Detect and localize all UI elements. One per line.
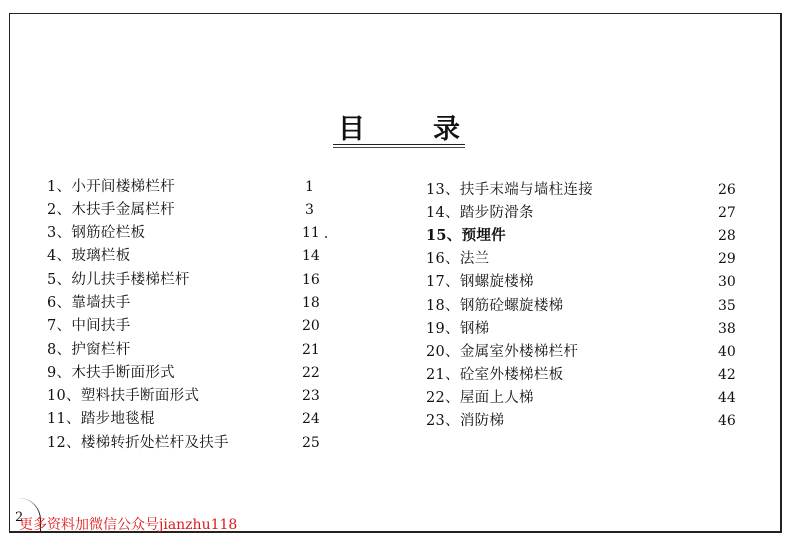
toc-entry-label: 22、屋面上人梯	[426, 390, 534, 406]
toc-entry-label: 2、木扶手金属栏杆	[47, 202, 175, 218]
toc-entry-label: 12、楼梯转折处栏杆及扶手	[47, 435, 229, 451]
toc-entry	[47, 199, 327, 221]
toc-entry-page: 26	[718, 182, 736, 198]
toc-entry-page: 30	[718, 274, 736, 290]
toc-title	[333, 105, 465, 143]
toc-entry	[426, 225, 766, 247]
toc-entry	[426, 271, 766, 293]
toc-entry-label: 19、钢梯	[426, 321, 490, 337]
toc-entry-page: 46	[718, 413, 736, 429]
toc-entry-page: 40	[718, 344, 736, 360]
toc-entry	[47, 176, 327, 198]
toc-entry	[426, 295, 766, 317]
toc-entry-label: 17、钢螺旋楼梯	[426, 274, 534, 290]
title-underline-secondary	[333, 147, 465, 148]
toc-entry-page: 22	[302, 365, 320, 381]
toc-entry-page: 14	[302, 248, 320, 264]
toc-entry-page: 27	[718, 205, 736, 221]
toc-entry	[426, 364, 766, 386]
toc-entry	[47, 222, 327, 244]
toc-entry	[47, 339, 327, 361]
toc-entry	[426, 341, 766, 363]
toc-entry-page: 28	[718, 228, 736, 244]
toc-entry-page: 1	[305, 179, 314, 195]
toc-entry-page: 3	[305, 202, 314, 218]
toc-entry-label: 7、中间扶手	[47, 318, 131, 334]
toc-entry	[47, 362, 327, 384]
toc-entry-page: 44	[718, 390, 736, 406]
toc-entry-page: 16	[302, 272, 320, 288]
toc-entry-page: 23	[302, 388, 320, 404]
toc-entry-page: 21	[302, 342, 320, 358]
toc-entry	[426, 410, 766, 432]
toc-entry-label: 3、钢筋砼栏板	[47, 225, 146, 241]
toc-entry-label: 5、幼儿扶手楼梯栏杆	[47, 272, 190, 288]
toc-entry-page: 24	[302, 411, 320, 427]
toc-entry	[47, 408, 327, 430]
scan-speck	[325, 236, 327, 238]
toc-entry-page: 38	[718, 321, 736, 337]
toc-entry-label: 18、钢筋砼螺旋楼梯	[426, 298, 564, 314]
toc-entry-page: 20	[302, 318, 320, 334]
toc-entry	[47, 385, 327, 407]
toc-title-char-1: 目	[338, 114, 365, 145]
toc-entry	[426, 318, 766, 340]
toc-entry-label: 1、小开间楼梯栏杆	[47, 179, 175, 195]
watermark-text: 更多资料加微信公众号jianzhu118	[19, 517, 238, 533]
toc-entry-label: 13、扶手末端与墙柱连接	[426, 182, 594, 198]
toc-entry-label: 10、塑料扶手断面形式	[47, 388, 200, 404]
toc-entry-label: 23、消防梯	[426, 413, 505, 429]
toc-entry	[47, 269, 327, 291]
toc-entry	[426, 387, 766, 409]
title-underline	[333, 144, 465, 145]
toc-entry-label: 11、踏步地毯棍	[47, 411, 155, 427]
toc-entry-label: 15、预埋件	[426, 227, 506, 244]
toc-entry	[426, 179, 766, 201]
toc-title-char-2: 录	[433, 114, 460, 145]
toc-entry	[426, 248, 766, 270]
toc-entry-page: 11	[302, 225, 320, 241]
toc-entry-label: 14、踏步防滑条	[426, 205, 534, 221]
toc-entry-label: 21、砼室外楼梯栏板	[426, 367, 564, 383]
corner-page-number: 2	[15, 510, 24, 525]
toc-entry-label: 9、木扶手断面形式	[47, 365, 175, 381]
toc-entry-label: 16、法兰	[426, 251, 490, 267]
toc-entry	[47, 245, 327, 267]
toc-entry	[47, 315, 327, 337]
toc-entry-label: 6、靠墙扶手	[47, 295, 131, 311]
toc-entry-page: 29	[718, 251, 736, 267]
toc-entry	[47, 432, 327, 454]
toc-entry-label: 4、玻璃栏板	[47, 248, 131, 264]
toc-entry-label: 8、护窗栏杆	[47, 342, 131, 358]
toc-entry-page: 25	[302, 435, 320, 451]
toc-entry-page: 18	[302, 295, 320, 311]
toc-entry-label: 20、金属室外楼梯栏杆	[426, 344, 579, 360]
toc-entry	[47, 292, 327, 314]
toc-entry-page: 42	[718, 367, 736, 383]
toc-entry	[426, 202, 766, 224]
toc-entry-page: 35	[718, 298, 736, 314]
